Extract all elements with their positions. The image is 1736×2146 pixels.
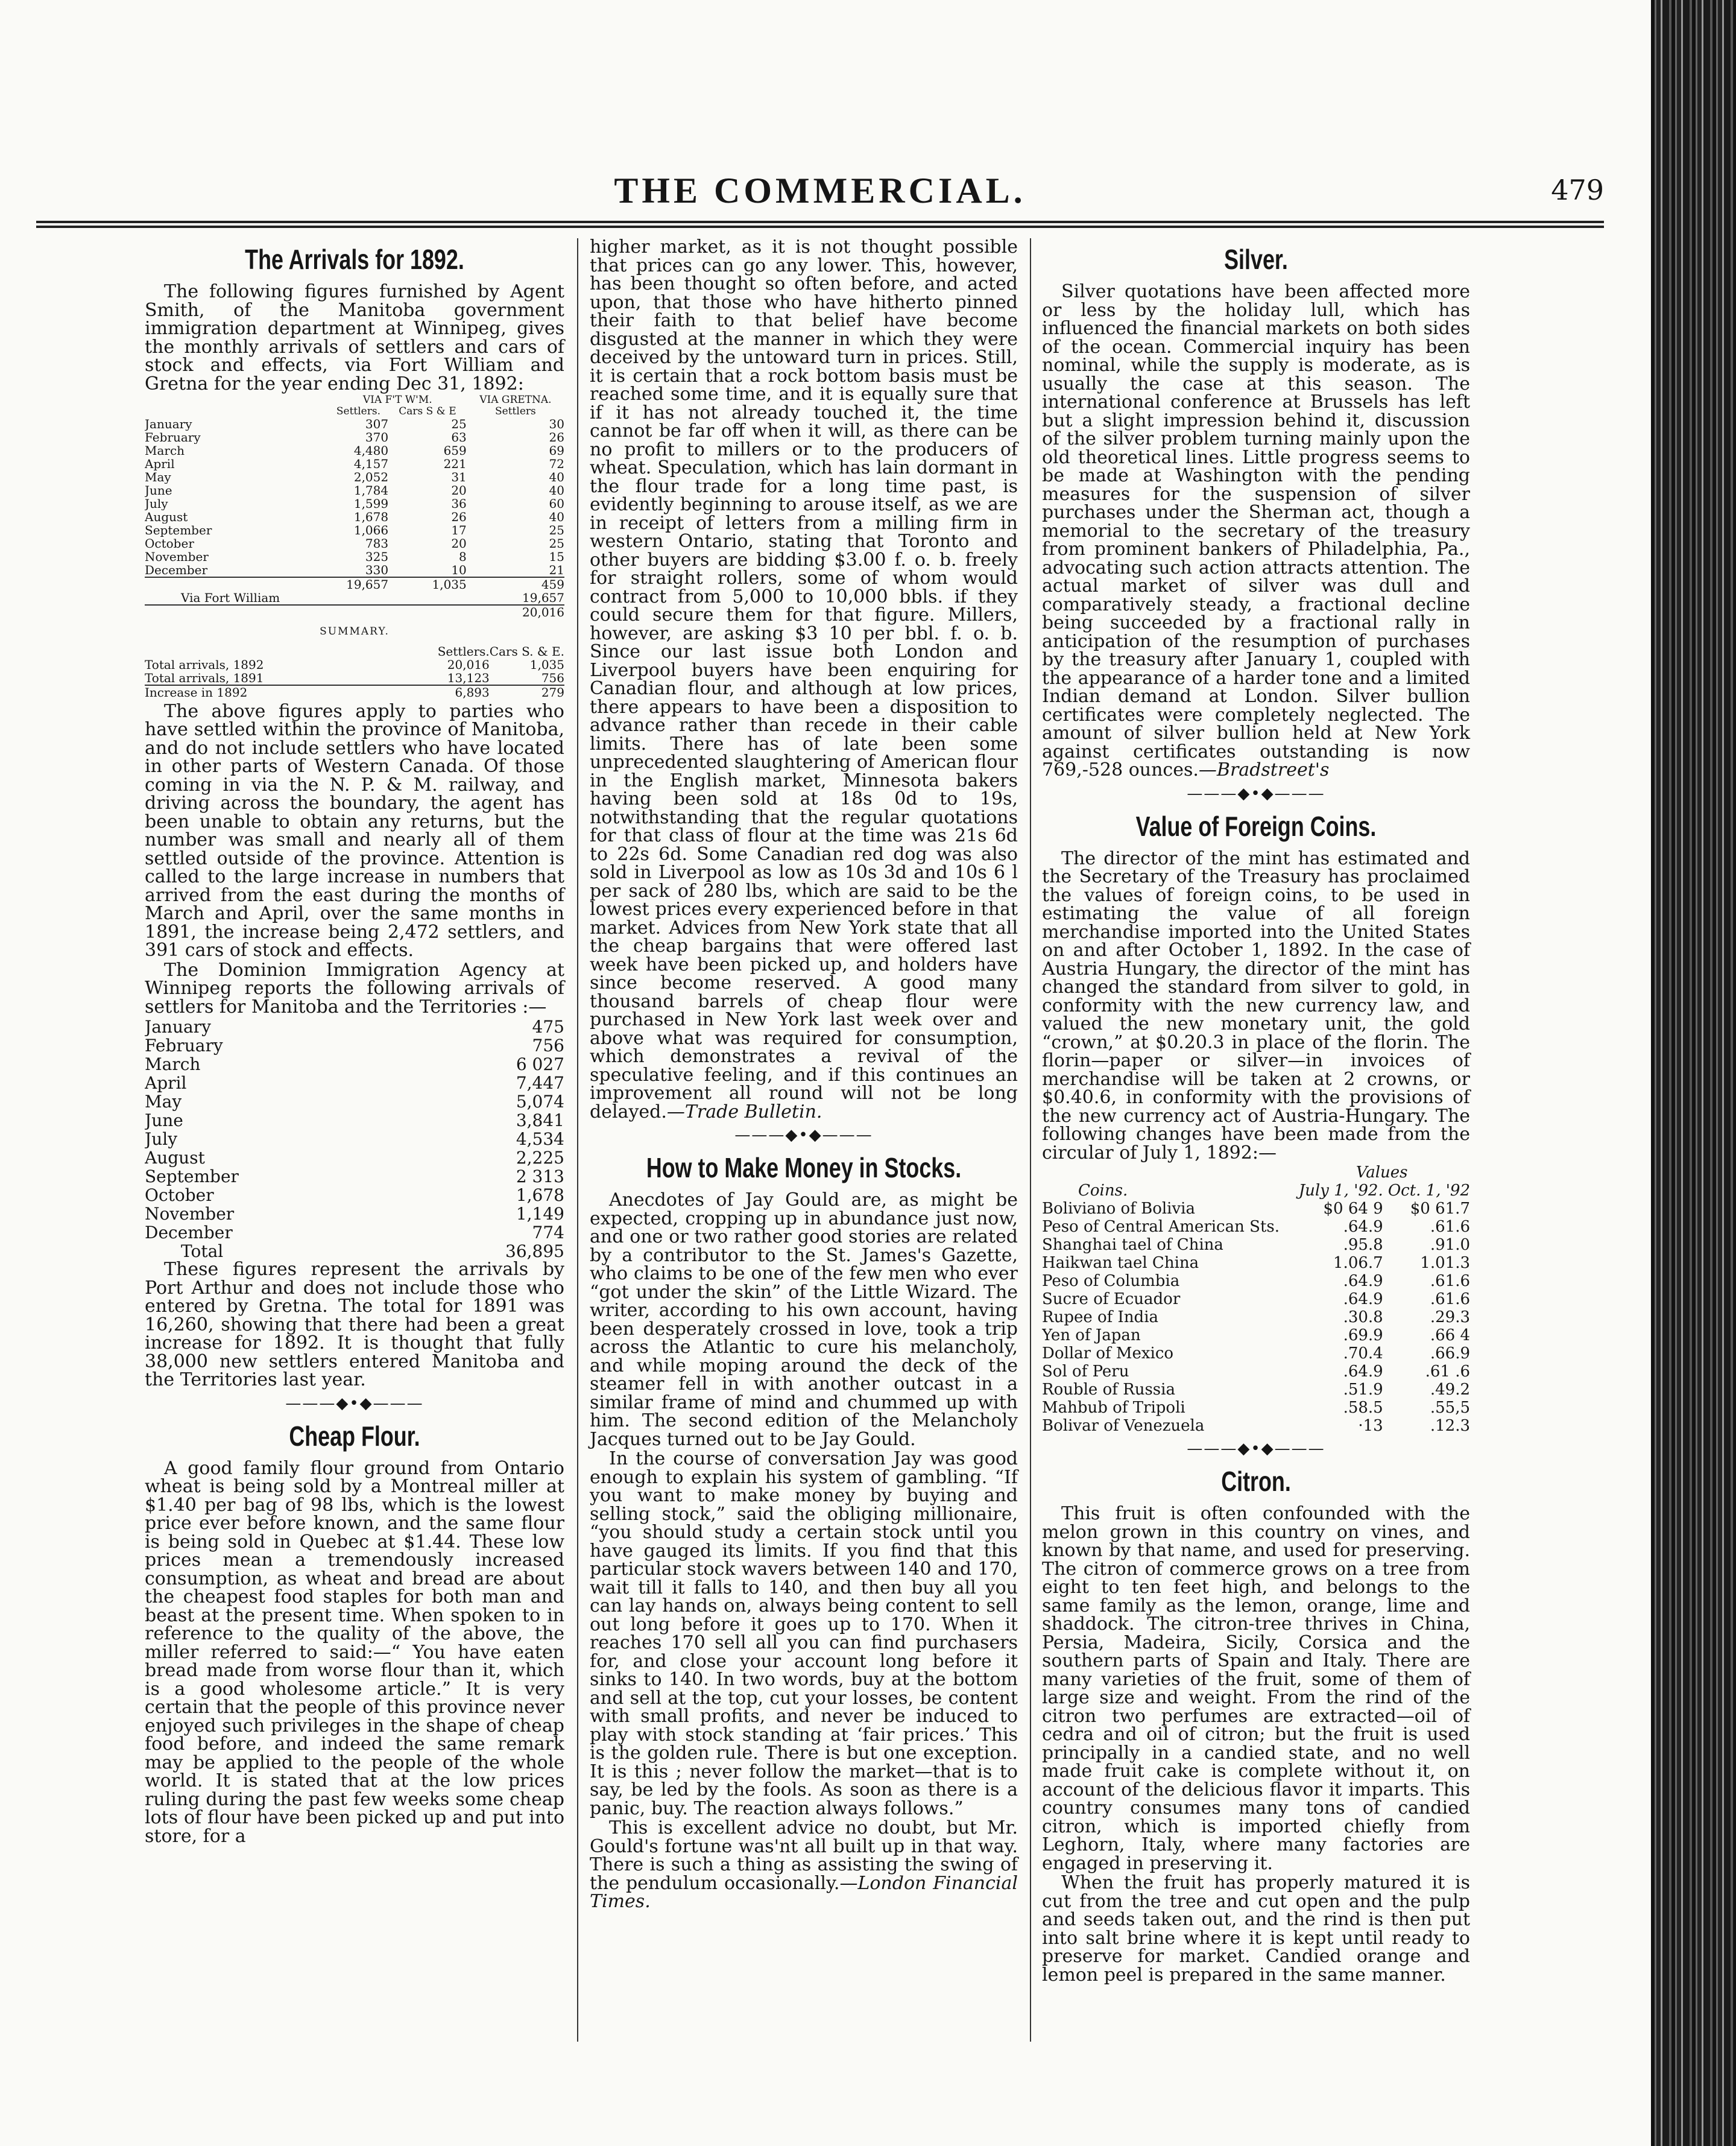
data-cell: .61 .6 [1425, 1363, 1470, 1381]
data-cell: 17 [451, 523, 467, 537]
table-row [1042, 1344, 1470, 1363]
table-row [145, 524, 564, 537]
data-cell: .66 4 [1430, 1326, 1470, 1344]
masthead [36, 170, 1604, 218]
column-header: Cars S & E [399, 405, 456, 417]
data-cell: 10 [451, 563, 467, 577]
data-cell: .30.8 [1343, 1308, 1383, 1326]
row-label: June [145, 1111, 183, 1130]
data-cell: 307 [365, 417, 389, 431]
table-row [1042, 1326, 1470, 1344]
column-header: Cars S. & E. [489, 644, 564, 659]
data-cell: 20 [451, 536, 467, 551]
table-row [1042, 1272, 1470, 1290]
coin-name: Sol of Peru [1042, 1363, 1129, 1381]
header-rule-thin [36, 226, 1604, 228]
data-cell: .91.0 [1430, 1236, 1470, 1254]
data-cell: .64.9 [1343, 1218, 1383, 1236]
page-number: 479 [1551, 174, 1604, 206]
row-label: March [145, 444, 185, 457]
data-cell: 5,074 [516, 1092, 564, 1112]
values-group-header: Values [1356, 1163, 1408, 1182]
table-row [145, 1111, 564, 1130]
column-2 [590, 238, 1018, 1913]
row-label: June [145, 484, 172, 497]
monthly-total: 36,895 [505, 1241, 564, 1261]
coin-name: Bolivar of Venezuela [1042, 1417, 1205, 1435]
article-paragraph: The following figures furnished by Agent Smith, of the Manitoba government immigration department at Winnipeg, gives the monthly arrivals of settlers and cars of stock and effects, via Fort William and Gretna for the year ending Dec 31, 1892: [145, 281, 564, 394]
data-cell: .49.2 [1430, 1381, 1470, 1399]
data-cell: 31 [451, 470, 467, 484]
article-heading: Value of Foreign Coins. [1135, 810, 1377, 842]
data-cell: 1,035 [529, 657, 564, 672]
table-row [1042, 1236, 1470, 1254]
monthly-arrivals-table [145, 1018, 564, 1261]
data-cell: 25 [451, 417, 467, 431]
data-cell: 40 [549, 470, 564, 484]
article-paragraph [590, 238, 1018, 1121]
data-cell: 19,657 [522, 590, 564, 605]
coin-name: Boliviano of Bolivia [1042, 1200, 1195, 1218]
data-cell: 330 [365, 563, 389, 577]
row-label: April [145, 457, 175, 470]
data-cell: 13,123 [447, 670, 490, 685]
column-3 [1042, 238, 1470, 1986]
article-paragraph: When the fruit has properly matured it is cut from the tree and cut open and the pulp and seeds taken out, and the rind is then put into salt brine where it is kept until ready to preserve for market. Candied orange and lemon peel is prepared in the same manner. [1042, 1872, 1470, 1986]
data-cell: 36 [451, 496, 467, 511]
table-row [145, 1036, 564, 1055]
section-separator: ———◆•◆——— [1187, 1440, 1325, 1458]
table-row [1042, 1200, 1470, 1218]
data-cell: 72 [549, 457, 564, 471]
data-cell: .95.8 [1343, 1236, 1383, 1254]
data-cell: 756 [541, 670, 564, 685]
data-cell: .55,5 [1430, 1399, 1470, 1417]
data-cell: .69.9 [1343, 1326, 1383, 1344]
row-label: May [145, 470, 171, 484]
data-cell: 40 [549, 510, 564, 524]
table-row [1042, 1218, 1470, 1236]
table-row [145, 563, 564, 577]
article-heading: Citron. [1221, 1466, 1291, 1497]
data-cell: .58.5 [1343, 1399, 1383, 1417]
summary-title: SUMMARY. [320, 625, 390, 638]
data-cell: .61.6 [1430, 1218, 1470, 1236]
column-1 [145, 238, 564, 1847]
data-cell: 6 027 [516, 1054, 564, 1074]
article-source: —London Financial Times. [590, 1872, 1018, 1912]
scanned-binding-edge [1651, 0, 1736, 2146]
data-cell: 2,052 [353, 470, 389, 484]
data-cell: 30 [549, 417, 564, 431]
data-cell: .66.9 [1430, 1344, 1470, 1363]
coin-name: Yen of Japan [1042, 1326, 1141, 1344]
row-label: Via Fort William [181, 590, 280, 605]
data-cell: .51.9 [1343, 1381, 1383, 1399]
coin-name: Peso of Central American Sts. [1042, 1218, 1280, 1236]
data-cell: 15 [549, 549, 564, 564]
article-text: Silver quotations have been affected more or less by the holiday lull, which has influenced the financial markets on both sides of the ocean. Commercial inquiry has been nominal, while the supply is moderate, as is usually the case at this season. The international conference at Brussels has left but a slight impression behind it, discussion of the silver problem turning mainly upon the old theoretical lines. Little progress seems to be made at Washington with the pending measures for the suspension of silver purchases under the Sherman act, though a memorial to the secretary of the treasury from prominent bankers of Philadelphia, Pa., advocating such action attracts attention. The actual market of silver was dull and comparatively steady, a fractional decline being succeeded by a fractional rally in anticipation of the resumption of purchases by the treasury after January 1, coupled with the appearance of a harder tone and a limited Indian demand at London. Silver bullion certificates were completely neglected. The amount of silver bullion held at New York against certificates outstanding is now 769,-528 ounces. [1042, 281, 1470, 780]
data-cell: 8 [459, 549, 467, 564]
section-separator: ———◆•◆——— [285, 1394, 424, 1413]
summary-table [145, 645, 564, 699]
table-row [145, 1148, 564, 1167]
subtotal-cell: 459 [467, 577, 564, 591]
data-cell: 4,480 [353, 443, 389, 458]
column-header: Coins. [1078, 1182, 1128, 1200]
table-row [145, 484, 564, 497]
coin-name: Dollar of Mexico [1042, 1344, 1174, 1363]
table-row [1042, 1290, 1470, 1308]
data-cell: .61.6 [1430, 1290, 1470, 1308]
data-cell: 1,678 [516, 1185, 564, 1205]
data-cell: .29.3 [1430, 1308, 1470, 1326]
article-paragraph: The Dominion Immigration Agency at Winnipeg reports the following arrivals of settlers for Manitoba and the Territories :— [145, 959, 564, 1018]
data-cell: .64.9 [1343, 1272, 1383, 1290]
data-cell: 475 [532, 1017, 564, 1037]
table-row [1042, 1254, 1470, 1272]
data-cell: .64.9 [1343, 1363, 1383, 1381]
data-cell: 325 [365, 549, 389, 564]
data-cell: 1,149 [516, 1204, 564, 1224]
row-label: May [145, 1092, 182, 1111]
data-cell: $0 61.7 [1410, 1200, 1470, 1218]
data-cell: 69 [549, 443, 564, 458]
coin-name: Shanghai tael of China [1042, 1236, 1223, 1254]
article-paragraph [1042, 283, 1470, 780]
data-cell: 25 [549, 536, 564, 551]
table-row [145, 1204, 564, 1223]
data-cell: 221 [443, 457, 467, 471]
data-cell: 1,599 [353, 496, 389, 511]
row-label: January [145, 417, 192, 431]
table-row [145, 1074, 564, 1092]
data-cell: 1,678 [353, 510, 389, 524]
data-cell: 774 [532, 1223, 564, 1242]
article-paragraph [590, 1819, 1018, 1911]
data-cell: 7,447 [516, 1073, 564, 1093]
data-cell: 26 [451, 510, 467, 524]
row-label: Total arrivals, 1892 [145, 657, 264, 671]
table-row [145, 444, 564, 457]
subtotal-cell: 19,657 [329, 577, 388, 591]
arrivals-table [145, 394, 564, 619]
data-cell: ·13 [1358, 1417, 1383, 1435]
row-label: January [145, 1018, 211, 1036]
table-row [1042, 1363, 1470, 1381]
article-text: This is excellent advice no doubt, but Mr. Gould's fortune was'nt all built up in that way. There is such a thing as assisting the swing of the pendulum occasionally. [590, 1817, 1018, 1894]
row-label: March [145, 1055, 201, 1074]
row-label: September [145, 1167, 239, 1186]
column-divider [1030, 238, 1031, 2042]
data-cell: 40 [549, 483, 564, 498]
data-cell: 20,016 [447, 657, 490, 672]
data-cell: 25 [549, 523, 564, 537]
article-paragraph: This fruit is often confounded with the melon grown in this country on vines, and known by that name, and used for preserving. The citron of commerce grows on a tree from eight to ten feet high, and belongs to the same family as the lemon, orange, lime and shaddock. The citron-tree thrives in China, Persia, Madeira, Sicily, Corsica and the southern parts of Spain and Italy. There are many varieties of the fruit, some of them of large size and weight. From the rind of the citron two perfumes are extracted—oil of cedra and oil of citron; but the fruit is used principally in a candied state, and no well made fruit cake is complete without it, on account of the delicious flavor it imparts. This country consumes many tons of candied citron, which is imported chiefly from Leghorn, Italy, where many factories are engaged in preserving it. [1042, 1503, 1470, 1874]
row-label: October [145, 537, 194, 550]
data-cell: 783 [365, 536, 389, 551]
table-row [1042, 1417, 1470, 1435]
article-paragraph: The above figures apply to parties who have settled within the province of Manitoba, and do not include settlers who have located in other parts of Western Canada. Of those coming in via the N. P. & M. railway, and driving across the boundary, the agent has been unable to obtain any returns, but the number was small and nearly all of them settled outside of the province. Attention is called to the large increase in numbers that arrived from the east during the months of March and April, over the same months in 1891, the increase being 2,472 settlers, and 391 cars of stock and effects. [145, 700, 564, 961]
data-cell: 4,534 [516, 1129, 564, 1149]
column-header: Oct. 1, '92 [1387, 1182, 1470, 1200]
data-cell: 659 [443, 443, 467, 458]
data-cell: 1,066 [353, 523, 389, 537]
table-row [145, 1092, 564, 1111]
row-label: November [145, 1204, 235, 1223]
article-heading: The Arrivals for 1892. [245, 244, 464, 275]
column-group-header: VIA F'T W'M. [362, 394, 432, 406]
coin-name: Haikwan tael China [1042, 1254, 1199, 1272]
header-rule [36, 221, 1604, 223]
row-label: Total arrivals, 1891 [145, 671, 264, 685]
row-label: October [145, 1186, 214, 1204]
grand-total-cell: 20,016 [467, 605, 564, 619]
data-cell: 6,893 [438, 685, 490, 699]
article-heading: Cheap Flour. [289, 1420, 420, 1452]
table-row [145, 671, 564, 685]
data-cell: .70.4 [1343, 1344, 1383, 1363]
article-source: —Bradstreet's [1198, 759, 1330, 780]
data-cell: 20 [451, 483, 467, 498]
data-cell: 2 313 [516, 1166, 564, 1186]
table-row [145, 1186, 564, 1204]
column-header: July 1, '92. [1298, 1182, 1383, 1200]
data-cell: 756 [532, 1036, 564, 1056]
data-cell: 1.06.7 [1333, 1254, 1383, 1272]
newspaper-title: THE COMMERCIAL. [614, 171, 1026, 210]
table-row [145, 658, 564, 671]
column-group-header: VIA GRETNA. [479, 394, 552, 406]
data-cell: 3,841 [516, 1110, 564, 1130]
column-header: Settlers [495, 405, 536, 417]
article-paragraph: In the course of conversation Jay was good enough to explain his system of gambling. “If you want to make money by buying and selling stock,” said the obliging millionaire, “you should study a certain stock until you have gauged its limits. If you find that this particular stock wavers between 140 and 170, wait till it falls to 140, and then buy all you can lay hands on, always being content to sell out long before it goes up to 170. When it reaches 170 sell all you can find purchasers for, and close your account long before it sinks to 140. In two words, buy at the bottom and sell at the top, cut your losses, be content with small profits, and never be induced to play with stock standing at ‘fair prices.’ This is the golden rule. There is but one exception. It is this ; never follow the market—that is to say, be led by the fools. As soon as there is a panic, buy. The reaction always follows.” [590, 1448, 1018, 1819]
coin-name: Rouble of Russia [1042, 1381, 1175, 1399]
data-cell: 1,784 [353, 483, 389, 498]
row-label: July [145, 497, 168, 510]
row-label: Increase in 1892 [145, 685, 438, 699]
row-label: December [145, 1223, 233, 1242]
column-divider [577, 238, 578, 2042]
table-row [145, 1055, 564, 1074]
article-paragraph: The director of the mint has estimated and the Secretary of the Treasury has proclaimed the values of foreign coins, to be used in estimating the value of all foreign merchandise imported into the United States on and after October 1, 1892. In the case of Austria Hungary, the director of the mint has changed the standard from silver to gold, in conformity with the new currency law, and valued the new monetary unit, the gold “crown,” at $0.20.3 in place of the florin. The florin—paper or silver—in invoices of merchandise will be taken at 2 crowns, or $0.40.6, in conformity with the provisions of the new currency act of Austria-Hungary. The following changes have been made from the circular of July 1, 1892:— [1042, 847, 1470, 1163]
table-row [145, 1223, 564, 1242]
row-label: April [145, 1074, 187, 1092]
article-heading: How to Make Money in Stocks. [646, 1152, 962, 1183]
data-cell: 4,157 [353, 457, 389, 471]
table-row [1042, 1381, 1470, 1399]
coin-name: Sucre of Ecuador [1042, 1290, 1181, 1308]
data-cell: $0 64 9 [1323, 1200, 1383, 1218]
article-source: —Trade Bulletin. [666, 1101, 822, 1122]
coin-name: Peso of Columbia [1042, 1272, 1180, 1290]
data-cell: 370 [365, 430, 389, 445]
row-label: August [145, 1148, 205, 1167]
row-label: August [145, 510, 188, 524]
row-label: September [145, 524, 212, 537]
table-row [145, 510, 564, 524]
table-row [1042, 1308, 1470, 1326]
table-row [145, 497, 564, 510]
column-header: Settlers. [336, 405, 380, 417]
column-header: Settlers. [437, 644, 490, 659]
row-label: Total [181, 1241, 224, 1261]
data-cell: 1.01.3 [1420, 1254, 1470, 1272]
table-row [145, 537, 564, 550]
row-label: February [145, 431, 201, 444]
data-cell: 26 [549, 430, 564, 445]
table-row [145, 550, 564, 563]
table-row [145, 1018, 564, 1036]
data-cell: 63 [451, 430, 467, 445]
section-separator: ———◆•◆——— [1187, 784, 1325, 803]
table-row [145, 1167, 564, 1186]
row-label: July [145, 1130, 178, 1148]
data-cell: 2,225 [516, 1148, 564, 1168]
table-row [145, 470, 564, 484]
data-cell: .61.6 [1430, 1272, 1470, 1290]
data-cell: 279 [490, 685, 564, 699]
article-heading: Silver. [1224, 244, 1288, 275]
data-cell: .12.3 [1430, 1417, 1470, 1435]
data-cell: 60 [549, 496, 564, 511]
article-text: higher market, as it is not thought possible that prices can go any lower. This, however, has been thought so often before, and acted upon, that those who have hitherto pinned their faith to that belief have become disgusted at the manner in which they were deceived by the untoward turn in prices. Still, it is certain that a rock bottom basis must be reached some time, and it is equally sure that if it has not already touched it, the time cannot be far off when it will, as there can be no profit to millers or to the producers of wheat. Speculation, which has lain dormant in the flour trade for a long time past, is evidently beginning to arouse itself, as we are in receipt of letters from a milling firm in western Ontario, stating that Toronto and other buyers are bidding $3.00 f. o. b. freely for straight rollers, some of whom would contract from 5,000 to 10,000 bbls. if they could secure them for that figure. Millers, however, are asking $3 10 per bbl. f. o. b. Since our last issue both London and Liverpool buyers have been enquiring for Canadian flour, and although at low prices, there appears to have been a disposition to advance rather than recede in their cable limits. There has of late been some unprecedented slaughtering of American flour in the English market, Minnesota bakers having been sold at 18s 0d to 19s, notwithstanding that the regular quotations for that class of flour at the time was 21s 6d to 22s 6d. Some Canadian red dog was also sold in Liverpool as low as 10s 3d and 10s 6 l per sack of 280 lbs, which are said to be the lowest prices every experienced before in that market. Advices from New York state that all the cheap bargains that were offered last week have been picked up, and holders have since become reserved. A good many thousand barrels of cheap flour were purchased in New York last week over and above what was required for consumption, which demonstrates a revival of the speculative feeling, and if this continues an improvement all round will not be long delayed. [590, 236, 1018, 1122]
row-label: November [145, 550, 209, 563]
coin-name: Mahbub of Tripoli [1042, 1399, 1185, 1417]
data-cell: 21 [549, 563, 564, 577]
row-label: December [145, 563, 208, 577]
table-row [145, 431, 564, 444]
row-label: February [145, 1036, 223, 1055]
subtotal-cell: 1,035 [388, 577, 467, 591]
section-separator: ———◆•◆——— [734, 1126, 873, 1144]
article-paragraph: Anecdotes of Jay Gould are, as might be expected, cropping up in abundance just now, and one or two rather good stories are related by a contributor to the St. James's Gazette, who claims to be one of the few men who ever “got under the skin” of the Little Wizard. The writer, according to his own account, having been desperately crossed in love, took a trip across the Atlantic to cure his melancholy, and while moping around the deck of the steamer fell in with another outcast in a similar frame of mind and chummed up with him. The second edition of the Melancholy Jacques turned out to be Jay Gould. [590, 1189, 1018, 1450]
coin-name: Rupee of India [1042, 1308, 1159, 1326]
article-paragraph: A good family flour ground from Ontario wheat is being sold by a Montreal miller at $1.40 per bag of 98 lbs, which is the lowest price ever before known, and the same flour is being sold in Quebec at $1.44. These low prices mean a tremendously increased consumption, as wheat and bread are about the cheapest food staples for both man and beast at the present time. When spoken to in reference to the quality of the above, the miller referred to said:—“ You have eaten bread made from worse flour than it, which is a good wholesome article.” It is very certain that the people of this province never enjoyed such privileges in the shape of cheap food before, and indeed the same remark may be applied to the people of the whole world. It is stated that at the low prices ruling during the past few weeks some cheap lots of flour have been picked up and put into store, for a [145, 1457, 564, 1847]
table-row [145, 1130, 564, 1148]
article-paragraph: These figures represent the arrivals by Port Arthur and does not include those who entered by Gretna. The total for 1891 was 16,260, showing that there had been a great increase for 1892. It is thought that fully 38,000 new settlers entered Manitoba and the Territories last year. [145, 1259, 564, 1390]
data-cell: .64.9 [1343, 1290, 1383, 1308]
table-row [1042, 1399, 1470, 1417]
table-row [145, 417, 564, 431]
coin-values-table [1042, 1163, 1470, 1435]
table-row [145, 457, 564, 470]
